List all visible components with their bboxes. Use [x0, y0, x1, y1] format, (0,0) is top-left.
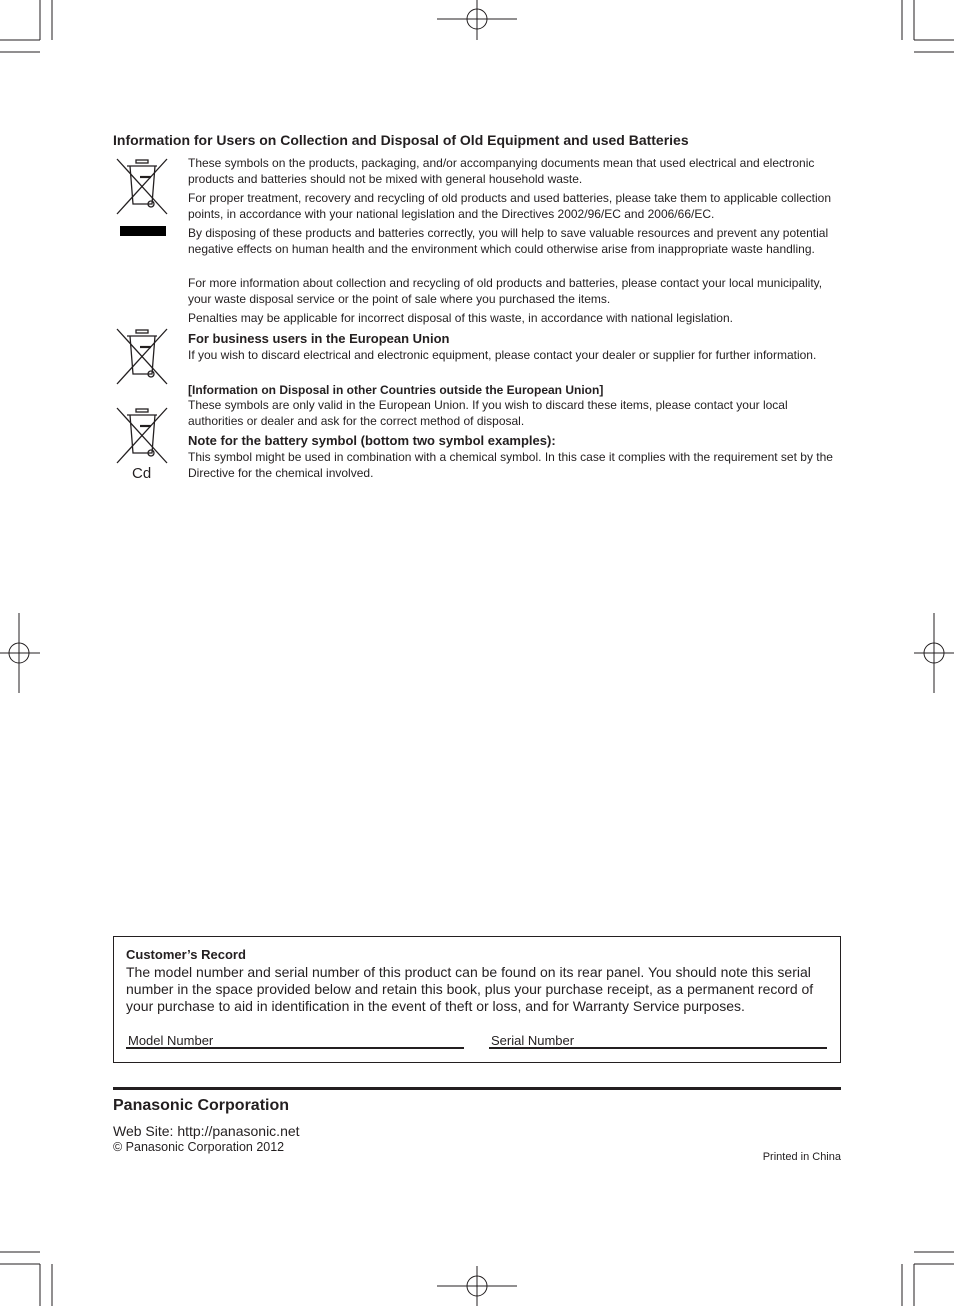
customer-record-box — [113, 936, 841, 1063]
battery-note-heading: Note for the battery symbol (bottom two symbol examples): — [188, 433, 556, 448]
paragraph: These symbols on the products, packaging, and/or accompanying documents mean that used electrical and electronic products and batteries should not be mixed with general household waste. — [188, 156, 815, 186]
battery-note-text: This symbol might be used in combination with a chemical symbol. In this case it complies with the requirement set by the Directive for the chemical involved. — [188, 450, 833, 480]
paragraph: For proper treatment, recovery and recycling of old products and used batteries, please take them to applicable collection points, in accordance with your national legislation and the Directives 2002/96/EC and 2006/66/EC. — [188, 191, 832, 221]
paragraph: By disposing of these products and batteries correctly, you will help to save valuable resources and prevent any potential negative effects on human health and the environment which could otherwise arise from inappropriate waste handling. — [188, 226, 829, 256]
outside-eu-heading: [Information on Disposal in other Countries outside the European Union] — [188, 383, 604, 397]
paragraph: For more information about collection and recycling of old products and batteries, please contact your local municipality, your waste disposal service or the point of sale where you purchased the items. — [188, 276, 823, 306]
chemical-symbol-label: Cd — [132, 465, 152, 482]
copyright-text: © Panasonic Corporation 2012 — [113, 1140, 285, 1154]
crossed-out-wheelie-bin-icon — [114, 156, 170, 216]
outside-eu-text: These symbols are only valid in the European Union. If you wish to discard these items, please contact your local authorities or dealer and ask for the correct method of disposal. — [188, 398, 788, 428]
company-name: Panasonic Corporation — [113, 1097, 290, 1114]
solid-bar-marker — [120, 226, 166, 236]
page-title: Information for Users on Collection and Disposal of Old Equipment and used Batteries — [113, 132, 689, 148]
footer-divider — [113, 1087, 841, 1090]
printed-in-text: Printed in China — [762, 1151, 841, 1163]
serial-number-field[interactable]: Serial Number — [489, 1033, 827, 1049]
customer-record-title: Customer’s Record — [126, 947, 246, 962]
paragraph: Penalties may be applicable for incorrect disposal of this waste, in accordance with national legislation. — [188, 311, 733, 325]
website-text: Web Site: http://panasonic.net — [113, 1123, 300, 1139]
business-heading: For business users in the European Union — [188, 331, 450, 346]
crossed-out-wheelie-bin-icon — [114, 326, 170, 386]
customer-record-text: The model number and serial number of this product can be found on its rear panel. You should note this serial number in the space provided below and retain this book, plus your purchase receipt, as a permanent record of your purchase to aid in identification in the event of theft or loss, and for Warranty Service purposes. — [126, 964, 814, 1014]
business-text: If you wish to discard electrical and electronic equipment, please contact your dealer or supplier for further information. — [188, 348, 817, 362]
model-number-field[interactable]: Model Number — [126, 1033, 464, 1049]
crossed-out-wheelie-bin-icon — [114, 405, 170, 465]
